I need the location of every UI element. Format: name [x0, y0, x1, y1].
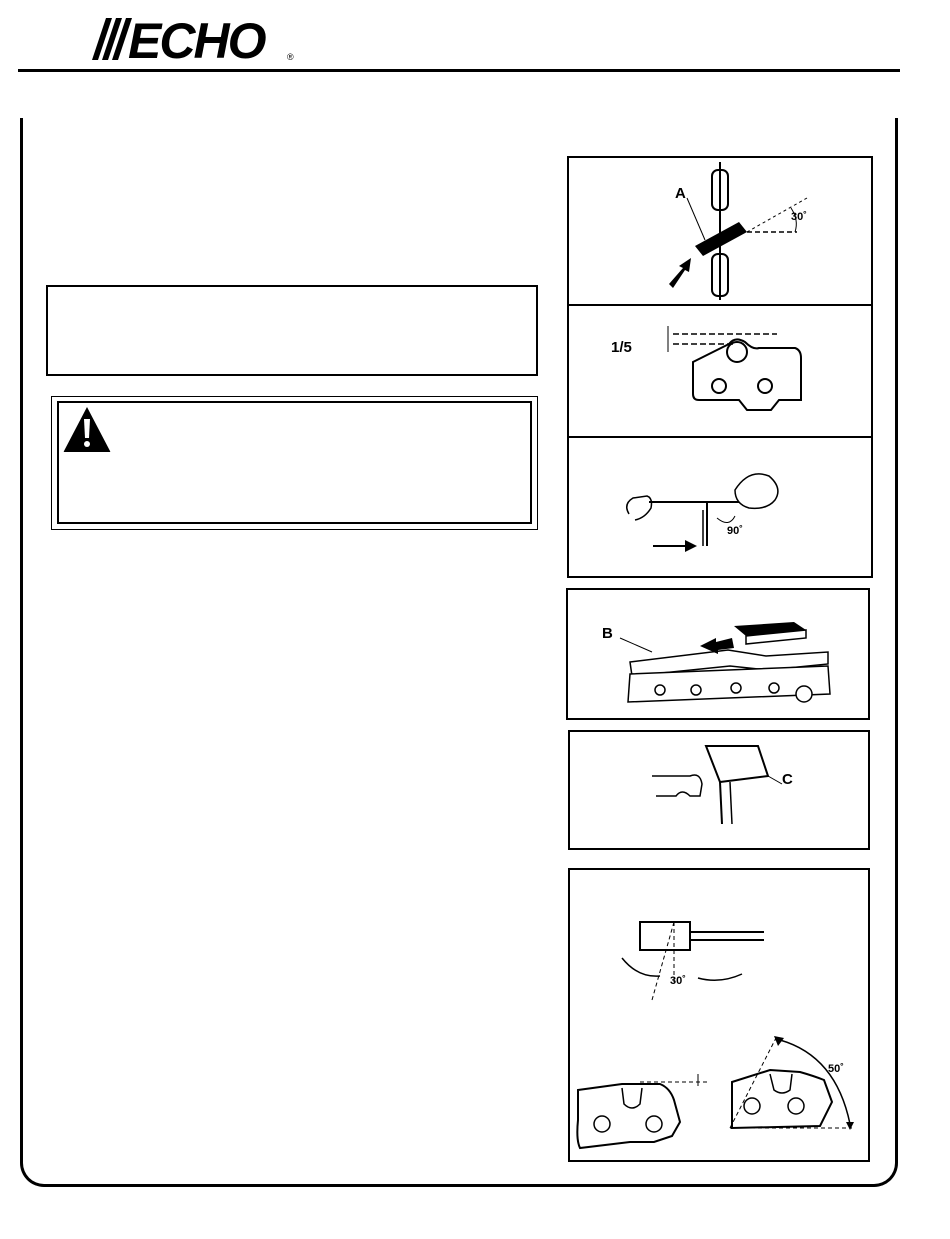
depth-tool-drawing — [570, 732, 868, 848]
angle-50: 50˚ — [828, 1063, 844, 1075]
file-holder-drawing — [569, 438, 871, 576]
warning-triangle-icon — [62, 405, 112, 453]
figure-depth-gauge — [567, 304, 873, 438]
header-rule — [18, 69, 900, 72]
flat-file-drawing — [568, 590, 868, 718]
angle-90: 90˚ — [727, 525, 743, 537]
figure-cutter-angles — [568, 868, 870, 1162]
angle-30: 30˚ — [791, 211, 807, 223]
cutter-depth-drawing — [569, 306, 871, 436]
figure-flat-file — [566, 588, 870, 720]
ratio-label: 1/5 — [611, 339, 632, 356]
file-angle-drawing — [569, 158, 871, 304]
figure-depth-tool — [568, 730, 870, 850]
angle-30-side: 30˚ — [670, 975, 686, 987]
echo-logo — [84, 14, 296, 62]
label-c: C — [782, 771, 793, 788]
label-a: A — [675, 185, 686, 202]
brand-text: ECHO — [128, 14, 265, 62]
note-box — [46, 285, 538, 376]
cutter-angles-drawing — [570, 870, 868, 1160]
registered-mark: ® — [287, 52, 294, 62]
figure-file-holder — [567, 436, 873, 578]
warning-box-inner — [57, 401, 532, 524]
label-b: B — [602, 625, 613, 642]
figure-file-angle — [567, 156, 873, 306]
